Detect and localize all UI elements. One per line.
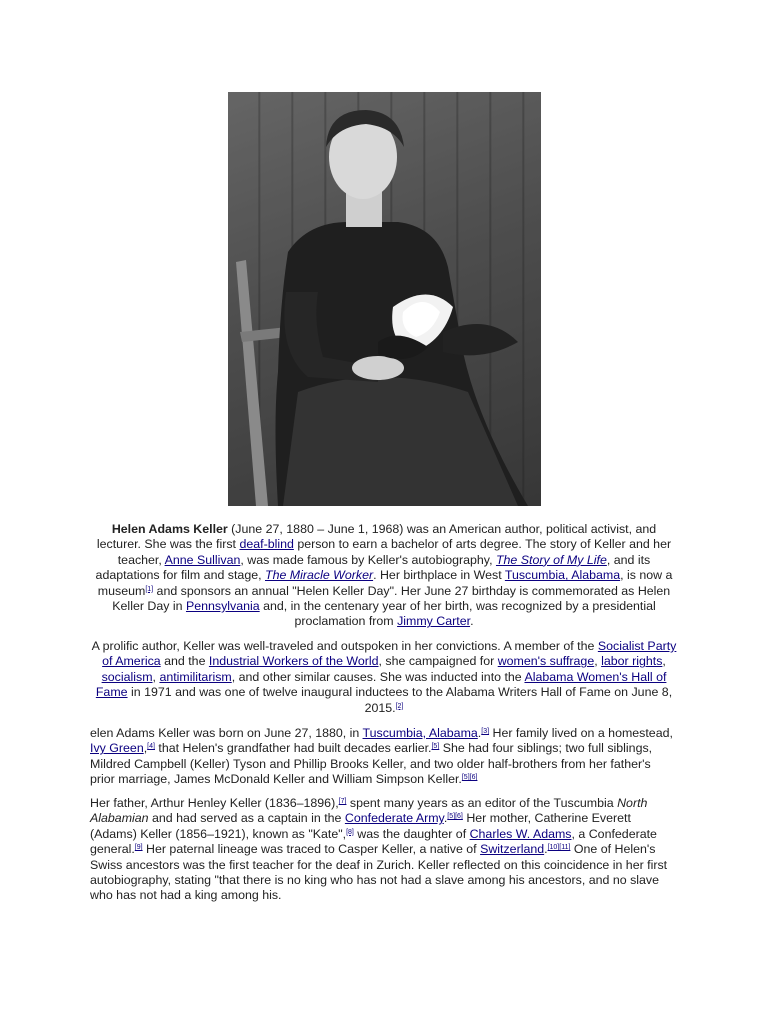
text-span: Her family lived on a homestead, (489, 726, 673, 740)
link-labor-rights[interactable]: labor rights (601, 654, 663, 669)
text-span: . (477, 726, 482, 740)
text-span: , (594, 654, 602, 669)
early-life-paragraph (90, 726, 678, 788)
text-span: She had four siblings; two full siblings, Mildred Campbell (Keller) Tyson and Phillip Brooks Keller, and two older half-brothers from her father's prior marriage, James McDonald Keller and William Simpson Keller. (90, 741, 653, 787)
text-span: person to earn a bachelor of arts degree. The story of Keller and her teacher, (117, 537, 672, 567)
text-span: Her paternal lineage was traced to Casper Keller, a native of (142, 842, 481, 857)
text-span: . (443, 811, 448, 826)
portrait-photo (228, 92, 541, 506)
family-paragraph (90, 796, 678, 904)
text-span: and had served as a captain in the (148, 811, 345, 826)
text-span: , is now a museum (97, 568, 673, 598)
text-span: , (152, 669, 160, 684)
reference-7[interactable]: [7] (338, 798, 347, 805)
reference-5[interactable]: [5] (431, 743, 440, 751)
text-span: (June 27, 1880 – June 1, 1968) was an American author, political activist, and lecturer. She was the first (96, 522, 657, 552)
link-antimilitarism[interactable]: antimilitarism (159, 669, 232, 684)
link-socialist-party[interactable]: Socialist Party of America (102, 639, 677, 669)
link-charles-w-adams[interactable]: Charles W. Adams (469, 826, 572, 841)
newspaper-title: North Alabamian (90, 796, 648, 826)
link-alabama-womens-hall-of-fame[interactable]: Alabama Women's Hall of Fame (95, 669, 667, 700)
text-span: One of Helen's Swiss ancestors was the first teacher for the deaf in Zurich. Keller reflected on this coincidence in her first autobiography, stating "that there is no king who has not had a slave among his ancestors, and no slave who has not had a king among his. (90, 842, 668, 903)
text-span: elen Adams Keller was born on June 27, 1880, in (90, 726, 363, 740)
subject-name: Helen Adams Keller (111, 522, 228, 536)
reference-3[interactable]: [3] (481, 728, 490, 735)
reference-5-6-b[interactable]: [5][6] (447, 813, 463, 821)
reference-2[interactable]: [2] (395, 702, 404, 710)
intro-paragraph (90, 522, 678, 630)
text-span: was the daughter of (353, 826, 470, 841)
text-span: , and other similar causes. She was inducted into the (231, 669, 525, 684)
text-span: Her mother, Catherine Everett (Adams) Keller (1856–1921), known as "Kate", (90, 811, 631, 841)
reference-10-11[interactable]: [10][11] (547, 844, 571, 852)
link-jimmy-carter[interactable]: Jimmy Carter (397, 614, 471, 629)
link-womens-suffrage[interactable]: women's suffrage (497, 654, 595, 669)
text-span: and sponsors an annual "Helen Keller Day". Her June 27 birthday is commemorated as Helen Keller Day in (112, 583, 671, 614)
link-deaf-blind[interactable]: deaf-blind (239, 537, 294, 552)
text-span: , she campaigned for (378, 654, 498, 669)
text-span: A prolific author, Keller was well-traveled and outspoken in her convictions. A member of the (91, 639, 598, 653)
text-span: , a Confederate general. (90, 826, 657, 857)
text-span: in 1971 and was one of twelve inaugural inductees to the Alabama Writers Hall of Fame on June 8, 2015. (127, 685, 673, 715)
link-socialism[interactable]: socialism (101, 669, 153, 684)
text-span: that Helen's grandfather had built decades earlier. (154, 741, 432, 756)
text-span: . (544, 842, 548, 857)
text-span: , (662, 654, 666, 669)
link-confederate-army[interactable]: Confederate Army (344, 811, 444, 826)
reference-5-6[interactable]: [5][6] (461, 774, 478, 782)
text-span: , was made famous by Keller's autobiography, (240, 552, 496, 567)
link-iww[interactable]: Industrial Workers of the World (208, 654, 379, 669)
link-miracle-worker[interactable] (265, 568, 373, 582)
text-span: and the (160, 654, 209, 669)
link-tuscumbia-alabama-2[interactable]: Tuscumbia, Alabama (362, 726, 478, 740)
link-text: The Miracle Worker (265, 568, 374, 583)
link-story-of-my-life[interactable] (496, 553, 607, 567)
reference-4[interactable]: [4] (147, 743, 155, 751)
text-span: . (470, 614, 474, 629)
text-span: spent many years as an editor of the Tuscumbia (346, 796, 618, 810)
reference-9[interactable]: [9] (134, 844, 143, 852)
link-pennsylvania[interactable]: Pennsylvania (185, 599, 260, 614)
reference-1[interactable]: [1] (145, 585, 154, 593)
text-span: , (143, 741, 148, 756)
text-span: Her father, Arthur Henley Keller (1836–1896), (90, 796, 339, 810)
link-tuscumbia-alabama[interactable]: Tuscumbia, Alabama (504, 568, 621, 583)
text-span: . Her birthplace in West (373, 568, 505, 583)
portrait-illustration (228, 92, 541, 506)
text-span: , and its adaptations for film and stage, (95, 552, 651, 583)
link-switzerland[interactable]: Switzerland (480, 842, 545, 857)
reference-8[interactable]: [8] (346, 828, 354, 836)
link-text: The Story of My Life (495, 552, 607, 567)
link-anne-sullivan[interactable]: Anne Sullivan (164, 552, 241, 567)
convictions-paragraph (90, 639, 678, 716)
link-ivy-green[interactable]: Ivy Green (90, 741, 144, 756)
text-span: and, in the centenary year of her birth, was recognized by a presidential proclamation from (259, 599, 656, 629)
